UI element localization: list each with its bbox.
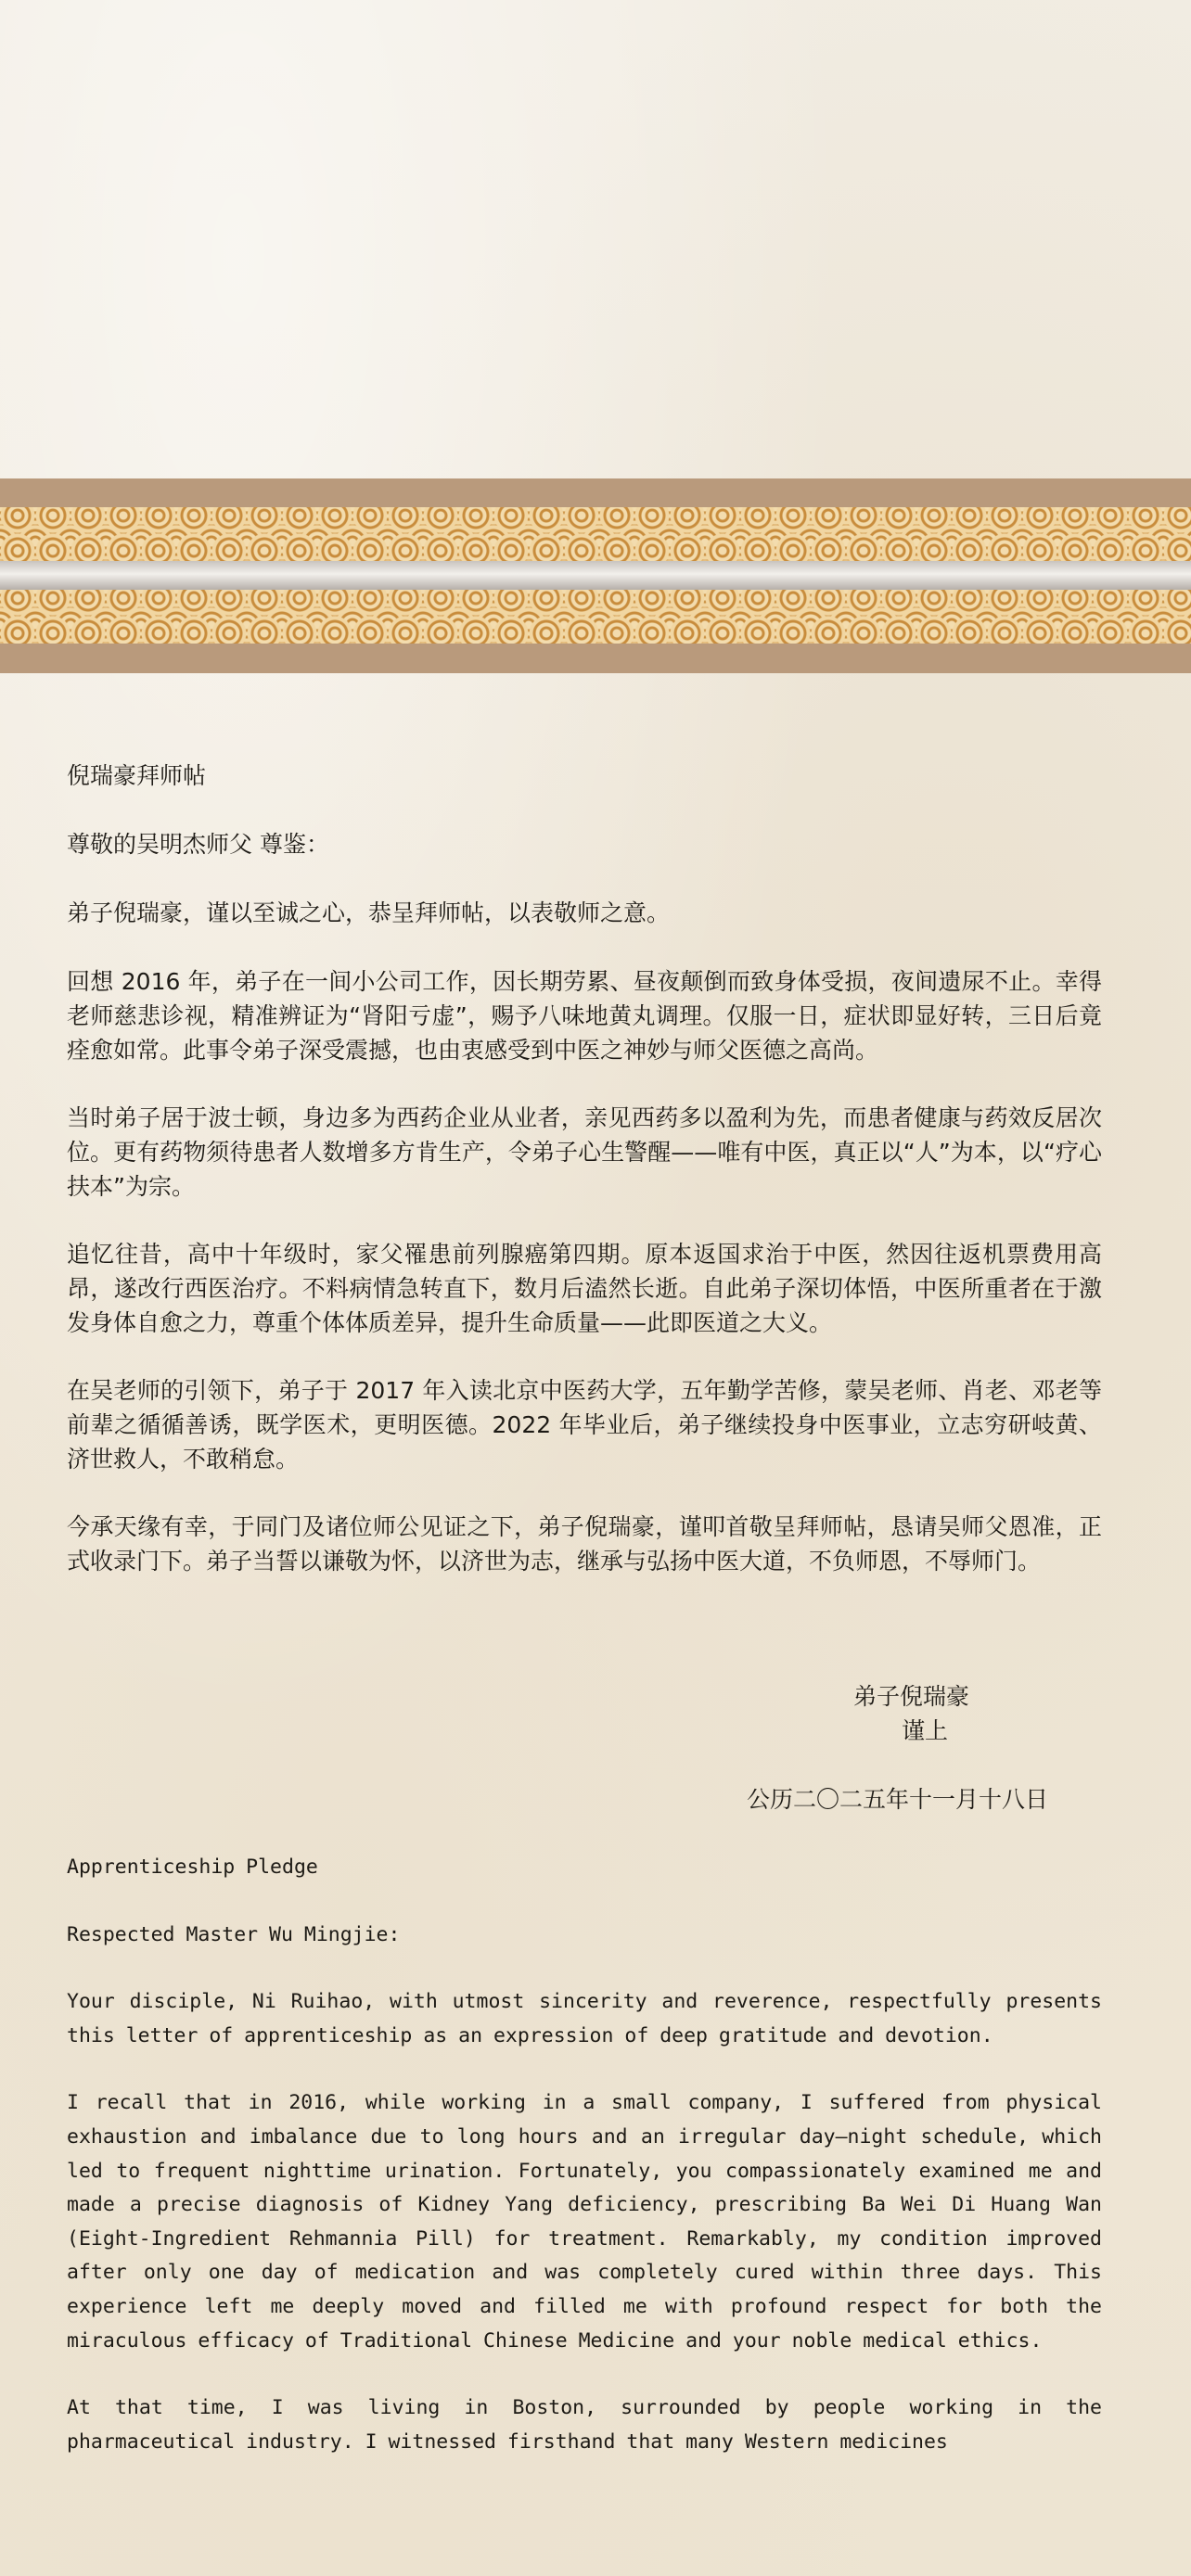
paragraph-en-2: I recall that in 2016, while working in a small company, I suffered from physical exhaustion and imbalance due to long hours and an irregular day–night schedule, which led to frequent nighttime urination. Fortunately, you compassionately examined me and made a precise diagnosis of Kidney Yang deficiency, prescribing Ba Wei Di Huang Wan (Eight-Ingredient Rehmannia Pill) for treatment. Remarkably, my condition improved after only one day of medication and was completely cured within three days. This experience left me deeply moved and filled me with profound respect for both the miraculous efficacy of Traditional Chinese Medicine and your noble medical ethics.: [67, 2091, 1102, 2353]
decorative-border-band: [0, 478, 1191, 673]
cloud-pattern-strip-top: [0, 507, 1191, 561]
paragraph-zh-2: 回想 2016 年，弟子在一间小公司工作，因长期劳累、昼夜颠倒而致身体受损，夜间遗尿不止。幸得老师慈悲诊视，精准辨证为“肾阳亏虚”，赐予八味地黄丸调理。仅服一日，症状即显好转，三日后竟痊愈如常。此事令弟子深受震撼，也由衷感受到中医之神妙与师父医德之高尚。: [67, 968, 1102, 1064]
paragraph-zh-5: 在吴老师的引领下，弟子于 2017 年入读北京中医药大学，五年勤学苦修，蒙吴老师、肖老、邓老等前辈之循循善诱，既学医术，更明医德。2022 年毕业后，弟子继续投身中医事业，立志穷研岐黄、济世救人，不敢稍怠。: [67, 1377, 1102, 1473]
letter-title-en: Apprenticeship Pledge: [67, 1855, 318, 1879]
salutation-zh: 尊敬的吴明杰师父 尊鉴：: [67, 831, 329, 858]
signature-name: 弟子倪瑞豪: [853, 1683, 970, 1710]
paragraph-en-3: At that time, I was living in Boston, surrounded by people working in the pharmaceutical industry. I witnessed firsthand that many Western medicines: [67, 2396, 1102, 2454]
chinese-letter: [67, 759, 1102, 1612]
letter-title-zh: 倪瑞豪拜师帖: [67, 762, 207, 789]
cloud-pattern-strip-bottom: [0, 590, 1191, 644]
english-letter: [67, 1851, 1102, 2493]
silver-divider-strip: [0, 561, 1191, 590]
paragraph-zh-1: 弟子倪瑞豪，谨以至诚之心，恭呈拜师帖，以表敬师之意。: [67, 899, 671, 926]
paragraph-zh-6: 今承天缘有幸，于同门及诸位师公见证之下，弟子倪瑞豪，谨叩首敬呈拜师帖，恳请吴师父恩准，正式收录门下。弟子当誓以谦敬为怀，以济世为志，继承与弘扬中医大道，不负师恩，不辱师门。: [67, 1513, 1102, 1575]
paragraph-zh-3: 当时弟子居于波士顿，身边多为西药企业从业者，亲见西药多以盈利为先，而患者健康与药效反居次位。更有药物须待患者人数增多方肯生产，令弟子心生警醒——唯有中医，真正以“人”为本，以“疗心扶本”为宗。: [67, 1104, 1102, 1200]
letter-date: 公历二〇二五年十一月十八日: [747, 1786, 1049, 1813]
paragraph-zh-4: 追忆往昔，高中十年级时，家父罹患前列腺癌第四期。原本返国求治于中医，然因往返机票费用高昂，遂改行西医治疗。不料病情急转直下，数月后溘然长逝。自此弟子深切体悟，中医所重者在于激发身体自愈之力，尊重个体体质差异，提升生命质量——此即医道之大义。: [67, 1241, 1102, 1336]
paragraph-en-1: Your disciple, Ni Ruihao, with utmost sincerity and reverence, respectfully presents this letter of apprenticeship as an expression of deep gratitude and devotion.: [67, 1990, 1102, 2047]
salutation-en: Respected Master Wu Mingjie:: [67, 1922, 401, 1946]
signature-respect: 谨上: [902, 1717, 949, 1744]
